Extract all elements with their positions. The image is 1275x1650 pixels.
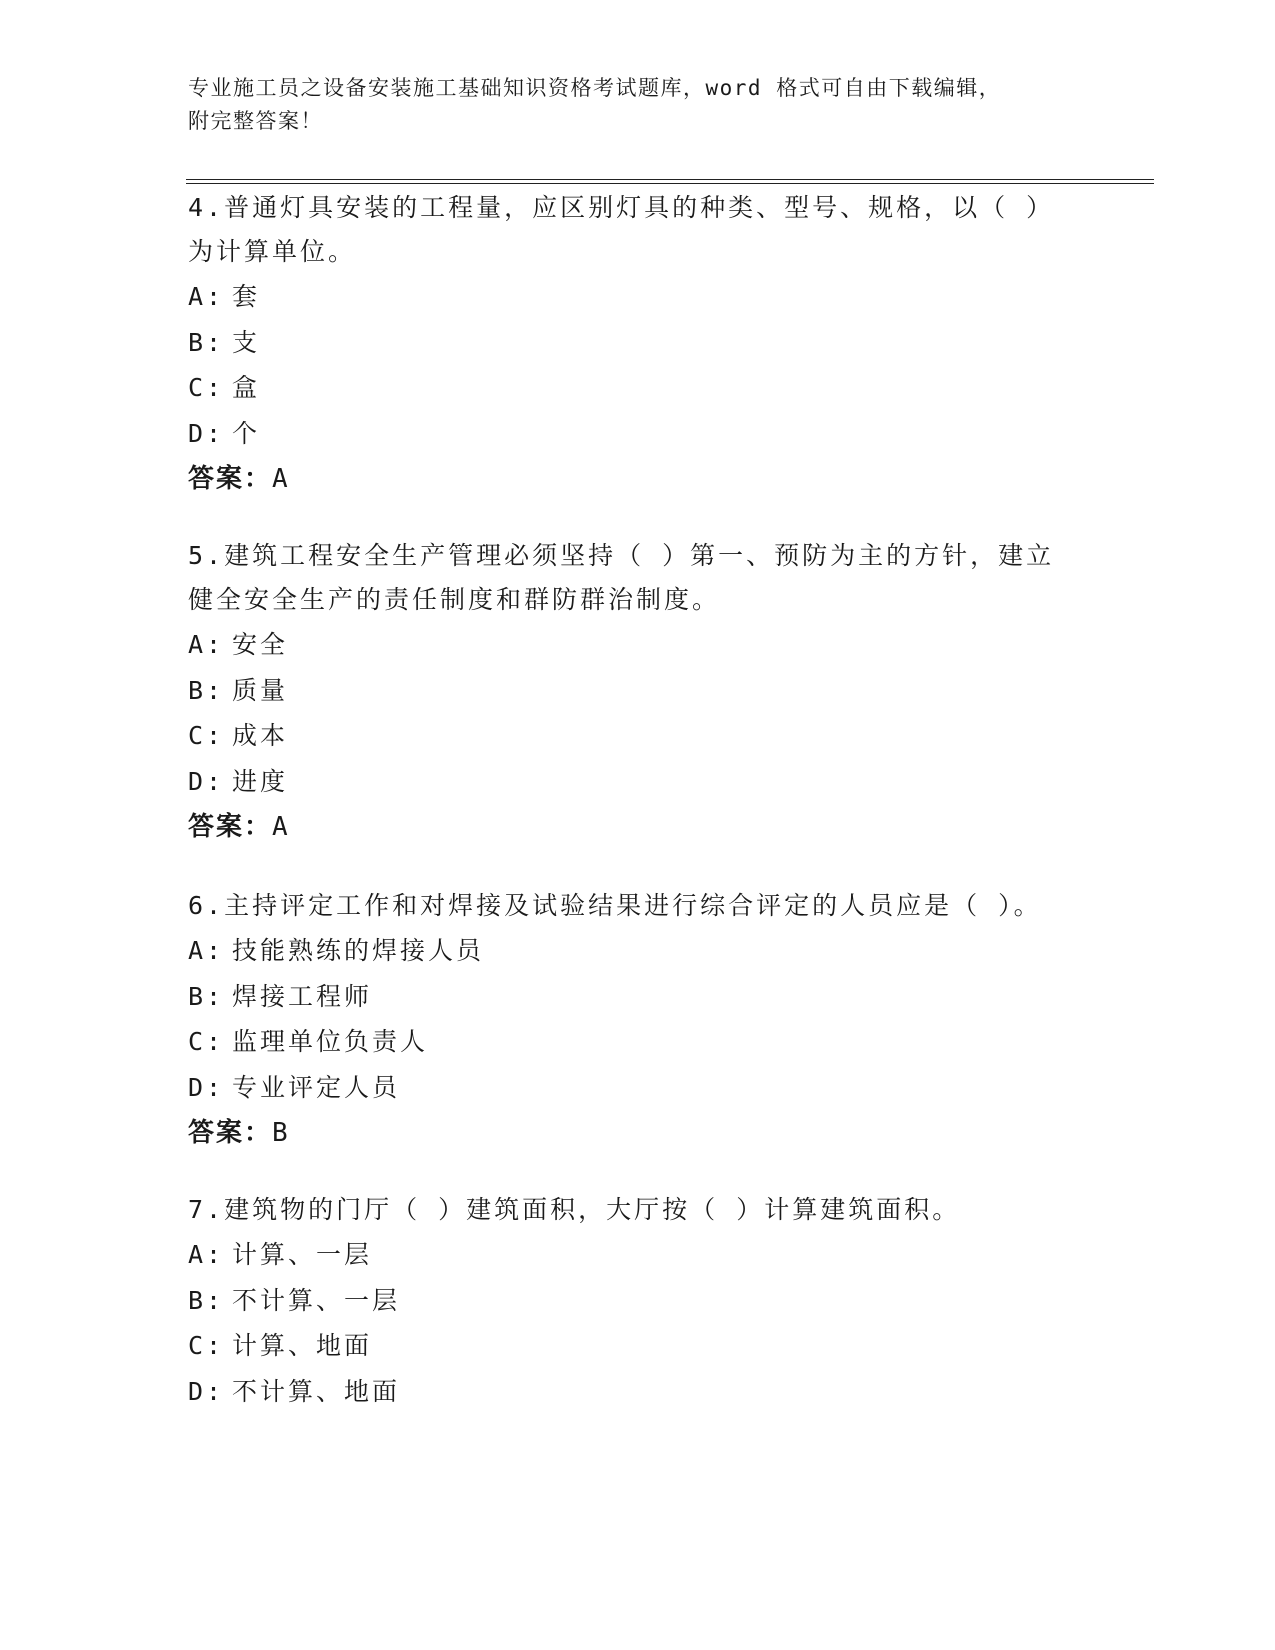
- answer-value: A: [272, 812, 290, 842]
- option-letter: C:: [188, 1331, 225, 1360]
- question-text: [188, 186, 1088, 274]
- question-line: 健全安全生产的责任制度和群防群治制度。: [188, 585, 721, 614]
- option-letter: B:: [188, 675, 225, 705]
- option-text: 质量: [232, 675, 289, 705]
- question-6: [188, 884, 1088, 1156]
- option-letter: C:: [188, 1027, 225, 1056]
- option-letter: C:: [188, 721, 225, 750]
- question-5: [188, 534, 1088, 850]
- option-letter: C:: [188, 373, 225, 402]
- option-letter: A:: [188, 936, 225, 965]
- question-7: [188, 1188, 1088, 1414]
- option-d: [188, 411, 1088, 457]
- question-text: [188, 534, 1088, 622]
- header-line-2: 附完整答案！: [188, 109, 323, 133]
- option-text: 监理单位负责人: [232, 1027, 429, 1056]
- option-letter: D:: [188, 1072, 225, 1102]
- option-b: [188, 1278, 1088, 1324]
- answer: [188, 1110, 1088, 1156]
- header-divider-top: [186, 179, 1154, 180]
- header-line-1: 专业施工员之设备安装施工基础知识资格考试题库，word 格式可自由下载编辑，: [188, 76, 1002, 100]
- question-4: [188, 186, 1088, 502]
- option-b: [188, 320, 1088, 366]
- question-text: [188, 1188, 1088, 1232]
- answer-label: 答案：: [188, 464, 273, 494]
- answer-label: 答案：: [188, 1118, 273, 1148]
- option-text: 进度: [232, 766, 289, 796]
- question-line: 7.建筑物的门厅（ ）建筑面积，大厅按（ ）计算建筑面积。: [188, 1195, 961, 1224]
- answer-value: B: [272, 1118, 290, 1148]
- option-text: 计算、地面: [232, 1331, 373, 1360]
- option-a: [188, 622, 1088, 668]
- option-letter: D:: [188, 418, 225, 448]
- document-header: [188, 72, 1088, 138]
- option-letter: A:: [188, 282, 225, 311]
- option-a: [188, 928, 1088, 974]
- answer-value: A: [272, 464, 290, 494]
- option-b: [188, 974, 1088, 1020]
- option-b: [188, 668, 1088, 714]
- option-c: [188, 1323, 1088, 1369]
- question-line: 5.建筑工程安全生产管理必须坚持（ ）第一、预防为主的方针，建立: [188, 541, 1055, 570]
- question-line: 6.主持评定工作和对焊接及试验结果进行综合评定的人员应是（ ）。: [188, 891, 1042, 920]
- option-text: 不计算、地面: [232, 1376, 401, 1406]
- option-letter: B:: [188, 327, 225, 357]
- option-a: [188, 1232, 1088, 1278]
- answer: [188, 804, 1088, 850]
- option-text: 盒: [232, 373, 261, 402]
- option-a: [188, 274, 1088, 320]
- option-text: 不计算、一层: [232, 1285, 401, 1315]
- question-line: 4.普通灯具安装的工程量，应区别灯具的种类、型号、规格，以（ ）: [188, 193, 1055, 222]
- answer: [188, 456, 1088, 502]
- option-text: 计算、一层: [232, 1240, 373, 1269]
- option-text: 技能熟练的焊接人员: [232, 936, 485, 965]
- option-letter: D:: [188, 766, 225, 796]
- option-text: 支: [232, 327, 261, 357]
- option-text: 套: [232, 282, 261, 311]
- option-text: 个: [232, 418, 261, 448]
- answer-label: 答案：: [188, 812, 273, 842]
- option-letter: A:: [188, 630, 225, 659]
- option-text: 安全: [232, 630, 289, 659]
- option-c: [188, 713, 1088, 759]
- option-letter: B:: [188, 981, 225, 1011]
- option-d: [188, 1369, 1088, 1415]
- option-c: [188, 365, 1088, 411]
- option-c: [188, 1019, 1088, 1065]
- option-text: 专业评定人员: [232, 1072, 401, 1102]
- option-letter: A:: [188, 1240, 225, 1269]
- header-divider-bottom: [186, 183, 1154, 184]
- option-text: 成本: [232, 721, 289, 750]
- option-d: [188, 1065, 1088, 1111]
- option-letter: B:: [188, 1285, 225, 1315]
- option-letter: D:: [188, 1376, 225, 1406]
- option-d: [188, 759, 1088, 805]
- question-text: [188, 884, 1088, 928]
- question-line: 为计算单位。: [188, 237, 357, 266]
- option-text: 焊接工程师: [232, 981, 373, 1011]
